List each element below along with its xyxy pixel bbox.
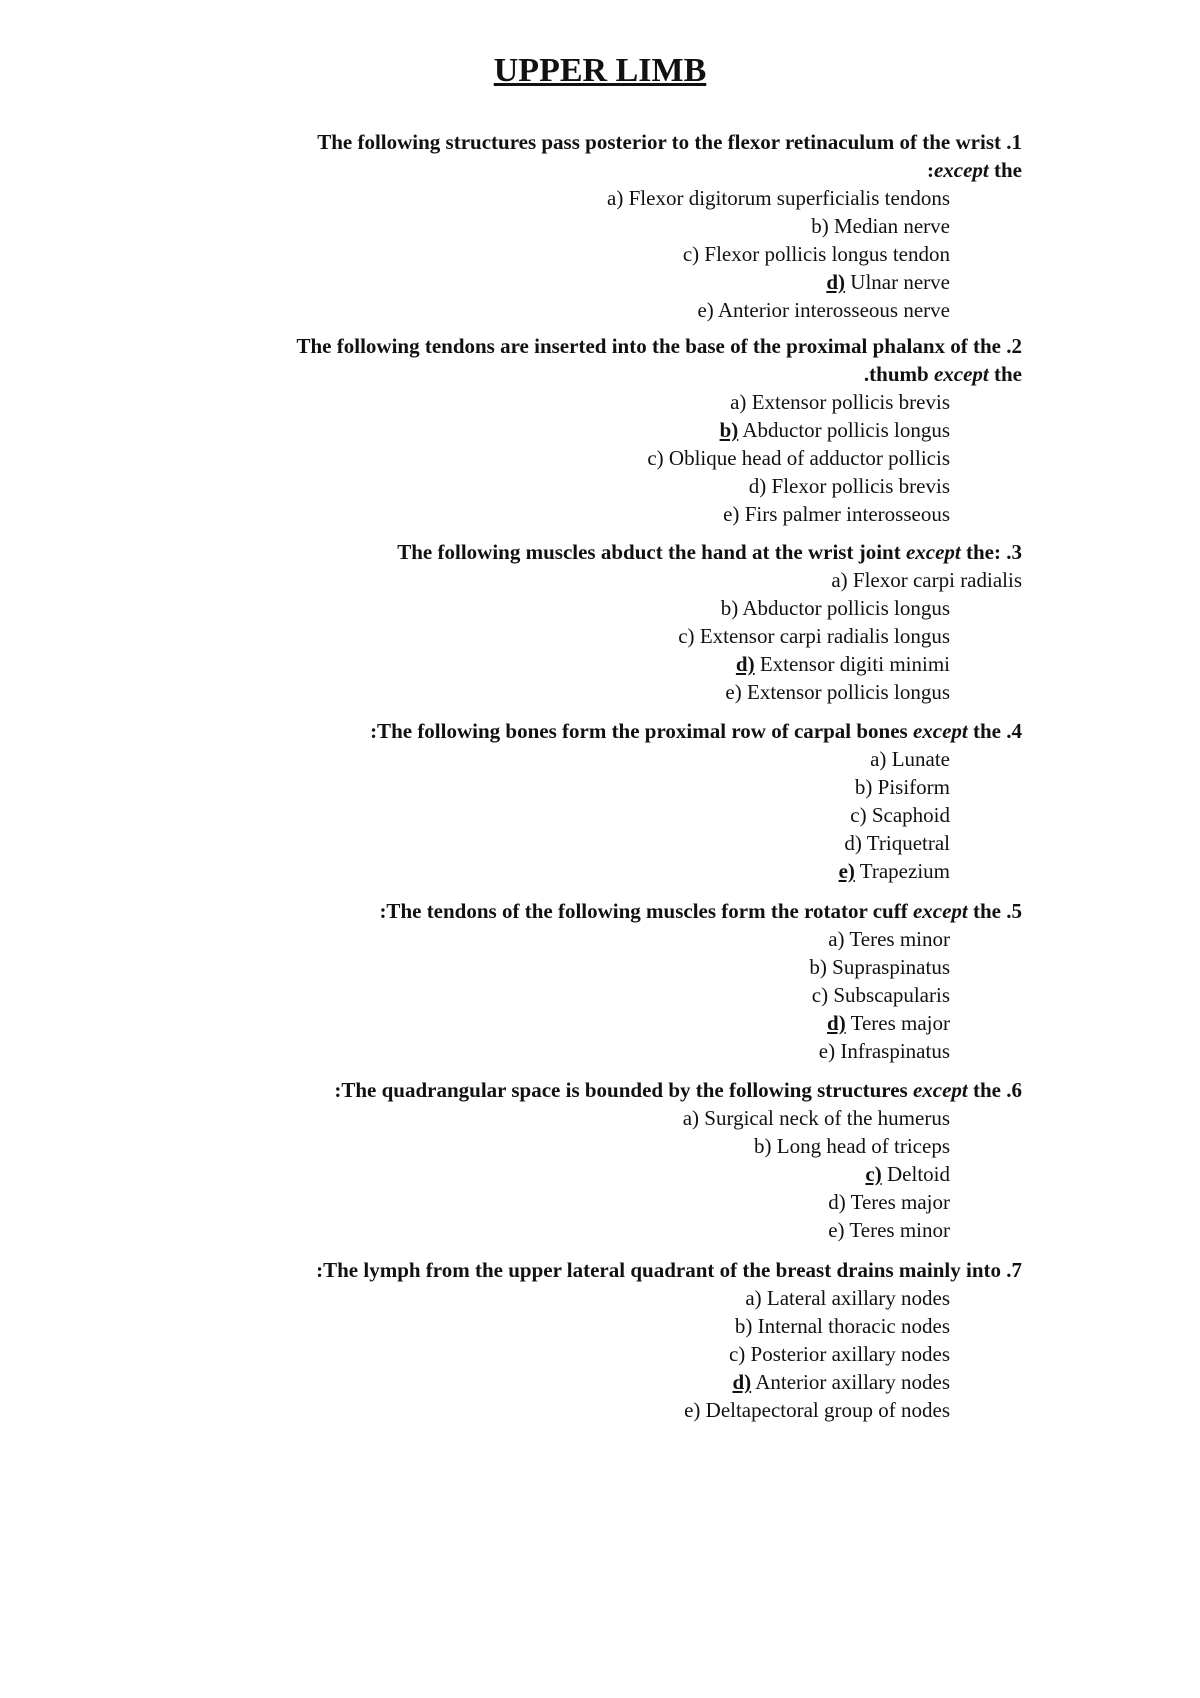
answer-option — [150, 678, 1022, 706]
option-letter: a) — [607, 186, 624, 210]
question-2 — [150, 332, 1022, 528]
option-list — [150, 388, 1022, 528]
option-text: Firs palmer interosseous — [739, 502, 950, 526]
option-text: Infraspinatus — [835, 1039, 950, 1063]
stem-text: .thumb — [863, 362, 934, 386]
option-text: Scaphoid — [866, 803, 950, 827]
option-text: Teres minor — [844, 927, 950, 951]
answer-option — [150, 1160, 1022, 1188]
option-text: Triquetral — [861, 831, 950, 855]
stem-text: The following muscles abduct the hand at the wrist joint — [397, 540, 906, 564]
option-text: Lateral axillary nodes — [761, 1286, 950, 1310]
option-text: Subscapularis — [828, 983, 950, 1007]
stem-text: the .5 — [967, 899, 1022, 923]
option-letter: a) — [745, 1286, 762, 1310]
option-list — [150, 1104, 1022, 1244]
option-letter: e) — [697, 298, 714, 322]
answer-option — [150, 472, 1022, 500]
option-letter: a) — [870, 747, 887, 771]
option-letter: d) — [844, 831, 862, 855]
option-text: Deltoid — [881, 1162, 950, 1186]
answer-option — [150, 212, 1022, 240]
answer-option — [150, 829, 1022, 857]
option-text: Abductor pollicis longus — [738, 596, 950, 620]
option-text: Flexor pollicis brevis — [766, 474, 950, 498]
question-stem-line — [150, 156, 1022, 184]
stem-text: The following structures pass posterior to the flexor retinaculum of the wrist .1 — [317, 130, 1022, 154]
question-7 — [150, 1256, 1022, 1424]
option-text: Extensor pollicis brevis — [746, 390, 950, 414]
option-text: Flexor carpi radialis — [847, 568, 1022, 592]
option-list — [150, 566, 1022, 706]
option-text: Teres minor — [844, 1218, 950, 1242]
option-text: Posterior axillary nodes — [745, 1342, 950, 1366]
answer-option — [150, 1009, 1022, 1037]
stem-emphasis: except — [933, 362, 989, 386]
option-letter: e) — [828, 1218, 845, 1242]
stem-text: the — [988, 158, 1022, 182]
option-letter: b) — [734, 1314, 753, 1338]
answer-option — [150, 444, 1022, 472]
option-letter: a) — [682, 1106, 700, 1130]
answer-option — [150, 1216, 1022, 1244]
answer-option — [150, 981, 1022, 1009]
question-stem-line — [150, 1256, 1022, 1284]
answer-option — [150, 1340, 1022, 1368]
option-text: Flexor pollicis longus tendon — [699, 242, 950, 266]
answer-option — [150, 416, 1022, 444]
option-text: Supraspinatus — [826, 955, 950, 979]
option-text: Ulnar nerve — [845, 270, 950, 294]
correct-option-letter: d) — [826, 270, 846, 294]
option-letter: c) — [811, 983, 829, 1007]
option-letter: c) — [647, 446, 664, 470]
stem-emphasis: except — [912, 899, 968, 923]
option-letter: b) — [720, 596, 739, 620]
option-text: Teres major — [845, 1011, 950, 1035]
option-text: Anterior axillary nodes — [751, 1370, 950, 1394]
answer-option — [150, 1396, 1022, 1424]
answer-option — [150, 296, 1022, 324]
option-text: Abductor pollicis longus — [738, 418, 950, 442]
question-stem-line — [150, 1076, 1022, 1104]
question-stem-line — [150, 360, 1022, 388]
answer-option — [150, 500, 1022, 528]
answer-option — [150, 745, 1022, 773]
option-letter: c) — [850, 803, 867, 827]
option-text: Deltapectoral group of nodes — [700, 1398, 950, 1422]
stem-emphasis: except — [933, 158, 989, 182]
stem-emphasis: except — [905, 540, 961, 564]
option-letter: a) — [831, 568, 848, 592]
answer-option — [150, 388, 1022, 416]
option-letter: e) — [725, 680, 742, 704]
question-stem-line — [150, 538, 1022, 566]
correct-option-letter: c) — [865, 1162, 882, 1186]
option-text: Long head of triceps — [771, 1134, 950, 1158]
question-4 — [150, 717, 1022, 885]
option-text: Flexor digitorum superficialis tendons — [623, 186, 950, 210]
option-text: Internal thoracic nodes — [752, 1314, 950, 1338]
correct-option-letter: e) — [838, 859, 855, 883]
option-letter: e) — [818, 1039, 836, 1063]
answer-option — [150, 1188, 1022, 1216]
option-text: Extensor carpi radialis longus — [694, 624, 950, 648]
stem-text: the .6 — [967, 1078, 1022, 1102]
answer-option — [150, 773, 1022, 801]
option-letter: b) — [809, 955, 827, 979]
answer-option — [150, 1312, 1022, 1340]
option-letter: b) — [811, 214, 829, 238]
correct-option-letter: d) — [732, 1370, 752, 1394]
question-stem-line — [150, 332, 1022, 360]
option-text: Anterior interosseous nerve — [713, 298, 950, 322]
option-letter: c) — [682, 242, 700, 266]
option-list — [150, 184, 1022, 324]
stem-text: The following tendons are inserted into the base of the proximal phalanx of the .2 — [296, 334, 1022, 358]
question-stem-line — [150, 897, 1022, 925]
option-text: Lunate — [886, 747, 950, 771]
option-letter: c) — [678, 624, 695, 648]
answer-option — [150, 268, 1022, 296]
stem-text: the .4 — [967, 719, 1022, 743]
question-1 — [150, 128, 1022, 324]
page-title: UPPER LIMB — [493, 52, 707, 89]
option-text: Pisiform — [872, 775, 950, 799]
question-stem-line — [150, 128, 1022, 156]
option-letter: c) — [728, 1342, 746, 1366]
option-list — [150, 925, 1022, 1065]
answer-option — [150, 1132, 1022, 1160]
answer-option — [150, 801, 1022, 829]
answer-option — [150, 650, 1022, 678]
answer-option — [150, 594, 1022, 622]
answer-option — [150, 566, 1022, 594]
option-letter: a) — [828, 927, 845, 951]
option-text: Oblique head of adductor pollicis — [663, 446, 950, 470]
answer-option — [150, 184, 1022, 212]
option-letter: a) — [730, 390, 747, 414]
stem-text: the — [988, 362, 1022, 386]
answer-option — [150, 622, 1022, 650]
correct-option-letter: d) — [735, 652, 755, 676]
stem-text: :The tendons of the following muscles form the rotator cuff — [379, 899, 913, 923]
correct-option-letter: b) — [719, 418, 739, 442]
stem-text: :The lymph from the upper lateral quadrant of the breast drains mainly into .7 — [316, 1258, 1022, 1282]
option-text: Extensor pollicis longus — [741, 680, 950, 704]
answer-option — [150, 1368, 1022, 1396]
option-text: Surgical neck of the humerus — [699, 1106, 950, 1130]
option-letter: b) — [754, 1134, 772, 1158]
stem-text: :The quadrangular space is bounded by the following structures — [334, 1078, 913, 1102]
answer-option — [150, 925, 1022, 953]
stem-emphasis: except — [912, 1078, 968, 1102]
stem-text: :The following bones form the proximal row of carpal bones — [370, 719, 913, 743]
option-letter: d) — [748, 474, 767, 498]
stem-text: the: .3 — [960, 540, 1022, 564]
option-text: Extensor digiti minimi — [754, 652, 950, 676]
answer-option — [150, 857, 1022, 885]
question-6 — [150, 1076, 1022, 1244]
option-letter: b) — [854, 775, 873, 799]
answer-option — [150, 1284, 1022, 1312]
stem-text: : — [926, 158, 934, 182]
answer-option — [150, 953, 1022, 981]
answer-option — [150, 1037, 1022, 1065]
answer-option — [150, 240, 1022, 268]
stem-emphasis: except — [912, 719, 968, 743]
question-stem-line — [150, 717, 1022, 745]
option-text: Median nerve — [828, 214, 950, 238]
option-text: Teres major — [845, 1190, 950, 1214]
question-5 — [150, 897, 1022, 1065]
question-3 — [150, 538, 1022, 706]
option-letter: d) — [828, 1190, 846, 1214]
correct-option-letter: d) — [827, 1011, 846, 1035]
option-text: Trapezium — [854, 859, 950, 883]
option-list — [150, 745, 1022, 885]
answer-option — [150, 1104, 1022, 1132]
option-list — [150, 1284, 1022, 1424]
option-letter: e) — [723, 502, 740, 526]
option-letter: e) — [684, 1398, 701, 1422]
